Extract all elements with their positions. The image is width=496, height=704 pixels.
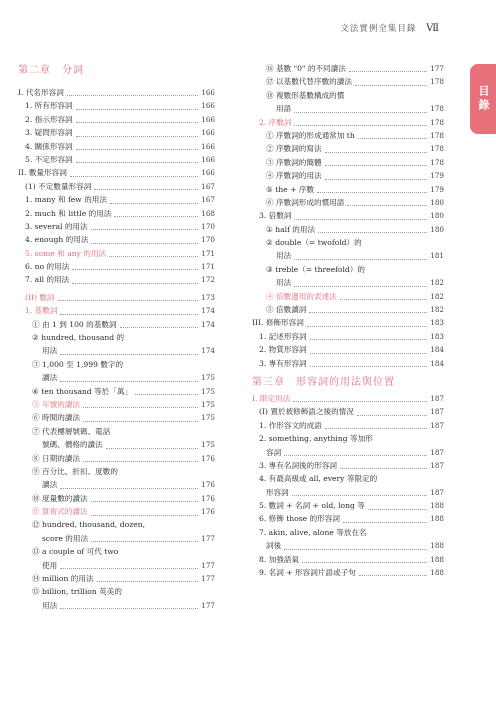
toc-entry[interactable] (18, 220, 215, 233)
toc-entry-title: 用語 (276, 104, 292, 114)
toc-entry-title: 1. 所有形容詞 (25, 101, 73, 111)
toc-page-number: 181 (430, 251, 444, 261)
toc-entry[interactable] (252, 499, 444, 512)
toc-entry-title: ③ 1,000 至 1,999 數字的 (32, 359, 124, 369)
toc-entry[interactable] (252, 249, 444, 262)
toc-entry-title: III. 修飾形容詞 (252, 318, 304, 328)
toc-page-number: 166 (201, 128, 215, 138)
running-header (340, 22, 440, 34)
toc-entry-title: ⑰ 以基數代替序數的讀法 (266, 77, 352, 87)
toc-entry[interactable] (18, 318, 215, 331)
toc-entry-title: ⑪ 算術式的讀法 (32, 507, 88, 517)
toc-entry[interactable] (252, 156, 444, 169)
toc-entry[interactable] (252, 446, 444, 459)
toc-entry-title: 3. 疑問形容詞 (25, 128, 73, 138)
toc-entry-title: ⑤ 倍數讀詞 (266, 305, 307, 315)
toc-page-number: 166 (201, 101, 215, 111)
dot-leader (325, 152, 428, 153)
toc-entry[interactable] (18, 273, 215, 286)
toc-entry[interactable] (18, 599, 215, 612)
toc-entry-title: (II) 數詞 (25, 292, 55, 302)
toc-page-number: 177 (430, 63, 444, 73)
toc-page-number: 167 (201, 181, 215, 191)
toc-entry[interactable] (252, 330, 444, 343)
toc-entry[interactable] (252, 303, 444, 316)
toc-entry[interactable] (18, 180, 215, 193)
toc-page-number: 171 (201, 262, 215, 272)
toc-entry[interactable] (252, 142, 444, 155)
toc-entry-title: ② 序數詞的寫法 (266, 144, 322, 154)
toc-entry[interactable] (252, 276, 444, 289)
dot-leader (135, 394, 198, 395)
toc-page-number: 178 (430, 104, 444, 114)
toc-entry[interactable] (252, 357, 444, 370)
toc-entry[interactable] (18, 166, 215, 179)
dot-leader (340, 468, 427, 469)
toc-page-number: 188 (430, 568, 444, 578)
toc-entry-title: 1. 作形容文的成語 (259, 420, 322, 430)
toc-entry-title: 3. several 的用法 (25, 221, 88, 231)
dot-leader (325, 179, 428, 180)
toc-page-number: 182 (430, 305, 444, 315)
toc-entry[interactable] (18, 559, 215, 572)
chapter-heading: 第二章 分詞 (18, 65, 84, 76)
toc-entry[interactable] (18, 247, 215, 260)
toc-page-number: 170 (201, 221, 215, 231)
dot-leader (83, 461, 198, 462)
toc-entry-title: 6. no 的用法 (25, 262, 70, 272)
toc-entry[interactable] (18, 452, 215, 465)
toc-page-number: 178 (430, 77, 444, 87)
toc-page-number: 178 (430, 144, 444, 154)
dot-leader (357, 415, 427, 416)
toc-entry-title: 7. akin, alive, alone 等放在名 (259, 527, 367, 537)
toc-entry-title: 詞後 (266, 541, 282, 551)
toc-page-number: 175 (201, 386, 215, 396)
dot-leader (114, 216, 198, 217)
toc-entry-title: ③ 序數詞的簡體 (266, 157, 322, 167)
toc-page-number: 183 (430, 318, 444, 328)
toc-entry-title: 用法 (42, 600, 58, 610)
dot-leader (325, 428, 427, 429)
toc-entry-title: ⑤ the + 序數 (266, 184, 315, 194)
toc-page-number: 187 (430, 407, 444, 417)
toc-entry[interactable] (252, 486, 444, 499)
toc-entry[interactable] (252, 290, 444, 303)
toc-entry[interactable] (252, 316, 444, 329)
toc-entry-title: ① 序數詞的形成通常加 th (266, 130, 355, 140)
toc-entry[interactable] (18, 478, 215, 491)
toc-entry-title: 9. 名詞 + 形容詞片語或子句 (259, 568, 356, 578)
toc-entry[interactable] (252, 432, 444, 445)
toc-entry[interactable] (18, 585, 215, 598)
toc-entry[interactable] (18, 371, 215, 384)
toc-entry[interactable] (18, 99, 215, 112)
toc-page-number: 166 (201, 114, 215, 124)
dot-leader (91, 541, 198, 542)
toc-page-number: 166 (201, 154, 215, 164)
dot-leader (76, 136, 199, 137)
dot-leader (60, 314, 198, 315)
dot-leader (310, 353, 428, 354)
chapter-heading: 第三章 形容詞的用法與位置 (252, 376, 395, 388)
toc-entry-title: 5. some 和 any 的用法 (25, 248, 107, 258)
toc-entry-title: 3. 倍數詞 (259, 211, 292, 221)
toc-entry-title: ⑬ a couple of 可代 two (32, 547, 119, 557)
dot-leader (91, 243, 198, 244)
dot-leader (302, 562, 427, 563)
dot-leader (310, 339, 428, 340)
toc-entry[interactable] (252, 343, 444, 356)
dot-leader (91, 501, 199, 502)
toc-entry[interactable] (252, 553, 444, 566)
toc-entry-title: (1) 不定數量形容詞 (25, 181, 92, 191)
toc-page-number: 188 (430, 541, 444, 551)
toc-page-number: 188 (430, 514, 444, 524)
toc-entry[interactable] (252, 526, 444, 539)
toc-entry-title: ⑥ 序數詞形成的慣用語 (266, 197, 345, 207)
toc-entry-title: ⑦ 代表樓層號碼、電話 (32, 426, 111, 436)
toc-page-number: 173 (201, 292, 215, 302)
toc-entry[interactable] (18, 331, 215, 344)
toc-entry[interactable] (18, 398, 215, 411)
dot-leader (310, 366, 428, 367)
toc-page-number: 184 (430, 358, 444, 368)
toc-entry[interactable] (252, 513, 444, 526)
toc-page-number: 187 (430, 420, 444, 430)
toc-entry[interactable] (18, 207, 215, 220)
toc-entry-title: 5. 數詞 + 名詞 + old, long 等 (259, 501, 365, 511)
dot-leader (94, 189, 198, 190)
toc-page-number: 184 (430, 345, 444, 355)
header-title: 文法實例全集目錄 (340, 24, 417, 34)
toc-entry[interactable] (252, 183, 444, 196)
toc-entry[interactable] (252, 129, 444, 142)
toc-entry-title: 1. 基數詞 (25, 306, 58, 316)
toc-right-column (252, 62, 444, 579)
toc-entry-title: ⑯ 基數 "0" 的不同讀法 (266, 63, 346, 73)
dot-leader (294, 259, 427, 260)
dot-leader (109, 256, 198, 257)
dot-leader (355, 85, 427, 86)
dot-leader (294, 125, 427, 126)
toc-page-number: 167 (201, 195, 215, 205)
dot-leader (76, 162, 199, 163)
toc-page-number: 170 (201, 235, 215, 245)
toc-page-number: 182 (430, 278, 444, 288)
toc-page-number: 177 (201, 574, 215, 584)
dot-leader (318, 232, 427, 233)
toc-page-number: 166 (201, 168, 215, 178)
toc-entry[interactable] (252, 566, 444, 579)
toc-page-number: 177 (201, 560, 215, 570)
toc-page-number: 174 (201, 319, 215, 329)
toc-page-number: 176 (201, 480, 215, 490)
toc-entry-title: 形容詞 (266, 487, 289, 497)
toc-entry[interactable] (18, 385, 215, 398)
toc-entry-title: I. 代名形容詞 (18, 87, 64, 97)
dot-leader (294, 286, 427, 287)
toc-entry-title: 4. enough 的用法 (25, 235, 89, 245)
dot-leader (347, 205, 427, 206)
toc-entry[interactable] (18, 344, 215, 357)
toc-entry[interactable] (18, 140, 215, 153)
toc-page-number: 180 (430, 211, 444, 221)
header-page-number: Ⅶ (426, 23, 440, 34)
toc-page-number: 175 (201, 413, 215, 423)
toc-entry-title: ⑱ 複數形基數構成的慣 (266, 90, 345, 100)
toc-entry[interactable] (252, 196, 444, 209)
toc-page-number: 178 (430, 157, 444, 167)
toc-entry[interactable] (18, 532, 215, 545)
toc-entry[interactable] (18, 358, 215, 371)
toc-entry[interactable] (252, 223, 444, 236)
dot-leader (340, 299, 428, 300)
dot-leader (292, 495, 428, 496)
toc-left-column (18, 62, 215, 612)
dot-leader (106, 448, 199, 449)
toc-page-number: 172 (201, 275, 215, 285)
toc-entry-title: 2. 指示形容詞 (25, 114, 73, 124)
toc-entry[interactable] (18, 519, 215, 532)
toc-entry-title: ⑥ 時間的讀法 (32, 413, 80, 423)
toc-page-number: 171 (201, 248, 215, 258)
toc-page-number: 187 (430, 487, 444, 497)
dot-leader (359, 575, 427, 576)
toc-entry[interactable] (252, 539, 444, 552)
toc-entry-title: 用法 (276, 251, 292, 261)
toc-entry[interactable] (252, 392, 444, 405)
toc-page-number: 187 (430, 393, 444, 403)
toc-entry[interactable] (18, 126, 215, 139)
toc-entry-title: 2. much 和 little 的用法 (25, 208, 112, 218)
toc-entry-title: ① half 的用法 (266, 224, 316, 234)
toc-entry[interactable] (18, 233, 215, 246)
toc-entry-title: 5. 不定形容詞 (25, 154, 73, 164)
dot-leader (284, 455, 427, 456)
dot-leader (343, 522, 427, 523)
toc-page-number: 168 (201, 208, 215, 218)
dot-leader (72, 269, 198, 270)
toc-page-number: 176 (201, 493, 215, 503)
toc-page-number: 175 (201, 373, 215, 383)
toc-page-number: 180 (430, 197, 444, 207)
toc-entry-title: ③ treble（= threefold）的 (266, 264, 365, 274)
toc-entry[interactable] (252, 419, 444, 432)
toc-entry[interactable] (18, 438, 215, 451)
toc-entry-title: 1. 記述形容詞 (259, 331, 307, 341)
toc-entry[interactable] (252, 102, 444, 115)
dot-leader (293, 401, 427, 402)
toc-page-number: 187 (430, 460, 444, 470)
dot-leader (83, 407, 198, 408)
toc-page-number: 174 (201, 346, 215, 356)
toc-entry-title: ④ 倍數邊用的表達法 (266, 291, 337, 301)
dot-leader (120, 327, 199, 328)
dot-leader (358, 138, 428, 139)
toc-entry[interactable] (18, 505, 215, 518)
dot-leader (76, 109, 199, 110)
toc-entry-title: score 的用法 (42, 533, 89, 543)
dot-leader (110, 203, 198, 204)
side-index-tab[interactable] (470, 64, 496, 134)
toc-entry[interactable] (18, 425, 215, 438)
dot-leader (76, 149, 199, 150)
toc-entry-title: ① 由 1 到 100 的基數詞 (32, 319, 117, 329)
dot-leader (91, 515, 199, 516)
toc-entry[interactable] (252, 116, 444, 129)
toc-page-number: 179 (430, 171, 444, 181)
toc-page-number: 179 (430, 184, 444, 194)
toc-entry[interactable] (18, 291, 215, 304)
dot-leader (294, 112, 427, 113)
toc-entry[interactable] (252, 263, 444, 276)
toc-entry-title: ② hundred, thousand 的 (32, 333, 125, 343)
toc-entry-title: 3. 專有形容詞 (259, 358, 307, 368)
toc-entry[interactable] (252, 75, 444, 88)
toc-entry-title: 讀法 (42, 480, 58, 490)
dot-leader (309, 312, 427, 313)
toc-entry[interactable] (18, 153, 215, 166)
toc-page-number: 178 (430, 130, 444, 140)
toc-entry[interactable] (252, 459, 444, 472)
toc-entry[interactable] (252, 62, 444, 75)
toc-entry-title: 1. many 和 few 的用法 (25, 195, 107, 205)
toc-page-number: 176 (201, 507, 215, 517)
toc-entry[interactable] (252, 209, 444, 222)
dot-leader (325, 165, 428, 166)
toc-page-number: 177 (201, 533, 215, 543)
dot-leader (60, 488, 198, 489)
toc-entry[interactable] (18, 260, 215, 273)
toc-entry-title: I. 限定用法 (252, 393, 291, 403)
toc-entry-title: 7. all 的用法 (25, 275, 70, 285)
toc-entry[interactable] (252, 169, 444, 182)
toc-page-number: 188 (430, 554, 444, 564)
toc-entry[interactable] (18, 113, 215, 126)
toc-entry-title: ④ 序數詞的用法 (266, 171, 322, 181)
toc-entry-title: 2. 物質形容詞 (259, 345, 307, 355)
toc-page-number: 166 (201, 87, 215, 97)
toc-page-number: 177 (201, 600, 215, 610)
toc-entry-title: 6. 修飾 those 的形容詞 (259, 514, 340, 524)
dot-leader (72, 283, 198, 284)
dot-leader (97, 581, 199, 582)
toc-page-number: 175 (201, 440, 215, 450)
toc-entry[interactable] (252, 472, 444, 485)
toc-entry-title: ⑫ hundred, thousand, dozen, (32, 520, 145, 530)
toc-entry-title: 8. 加強語氣 (259, 554, 300, 564)
side-tab-label: 目錄 (477, 85, 490, 113)
dot-leader (60, 354, 198, 355)
toc-page-number: 188 (430, 501, 444, 511)
toc-entry-title: ⑮ billion, trillion 英美的 (32, 587, 122, 597)
toc-entry[interactable] (252, 89, 444, 102)
toc-entry[interactable] (18, 304, 215, 317)
toc-entry-title: 2. something, anything 等加形 (259, 434, 373, 444)
toc-entry-title: 號碼、價格的讀法 (42, 440, 103, 450)
dot-leader (294, 219, 427, 220)
toc-entry[interactable] (18, 411, 215, 424)
dot-leader (307, 326, 427, 327)
dot-leader (60, 608, 198, 609)
dot-leader (349, 71, 427, 72)
toc-page-number: 174 (201, 306, 215, 316)
dot-leader (70, 176, 198, 177)
toc-page-number: 175 (201, 399, 215, 409)
dot-leader (58, 300, 199, 301)
toc-entry[interactable] (18, 465, 215, 478)
toc-entry[interactable] (252, 405, 444, 418)
dot-leader (91, 229, 199, 230)
toc-entry-title: 4. 關係形容詞 (25, 141, 73, 151)
dot-leader (67, 95, 198, 96)
toc-entry-title: ⑨ 百分比、折扣、度數的 (32, 466, 118, 476)
toc-entry-title: 4. 有最高級或 all, every 等限定的 (259, 474, 378, 484)
toc-entry-title: ⑤ 年號的讀法 (32, 399, 80, 409)
toc-entry-title: ④ ten thousand 等於「萬」 (32, 386, 133, 396)
dot-leader (317, 192, 427, 193)
toc-entry-title: 容詞 (266, 447, 282, 457)
toc-entry[interactable] (18, 572, 215, 585)
toc-entry[interactable] (18, 193, 215, 206)
toc-entry[interactable] (252, 236, 444, 249)
toc-entry[interactable] (18, 545, 215, 558)
toc-page-number: 180 (430, 224, 444, 234)
toc-entry-title: 2. 序數詞 (259, 117, 292, 127)
dot-leader (83, 421, 198, 422)
toc-entry-title: II. 數量形容詞 (18, 168, 67, 178)
toc-page-number: 183 (430, 331, 444, 341)
dot-leader (60, 568, 198, 569)
toc-entry-title: 用法 (276, 278, 292, 288)
toc-entry-title: ② double（= twofold）的 (266, 238, 362, 248)
dot-leader (60, 381, 198, 382)
toc-page-number: 187 (430, 447, 444, 457)
toc-entry-title: ⑧ 日期的讀法 (32, 453, 80, 463)
toc-page-number: 178 (430, 117, 444, 127)
dot-leader (76, 122, 199, 123)
toc-page-number: 176 (201, 453, 215, 463)
toc-entry-title: 用法 (42, 346, 58, 356)
toc-entry-title: 使用 (42, 560, 58, 570)
toc-entry[interactable] (18, 86, 215, 99)
toc-entry-title: 讀法 (42, 373, 58, 383)
toc-page-number: 182 (430, 291, 444, 301)
toc-entry-title: ⑩ 度量數的讀法 (32, 493, 88, 503)
toc-entry-title: (I) 置於被修飾語之後的情況 (259, 407, 354, 417)
dot-leader (368, 509, 427, 510)
toc-entry-title: 3. 專有名詞後的形容詞 (259, 460, 338, 470)
toc-entry[interactable] (18, 492, 215, 505)
toc-page-number: 166 (201, 141, 215, 151)
toc-entry-title: ⑭ million 的用法 (32, 574, 94, 584)
dot-leader (284, 549, 427, 550)
